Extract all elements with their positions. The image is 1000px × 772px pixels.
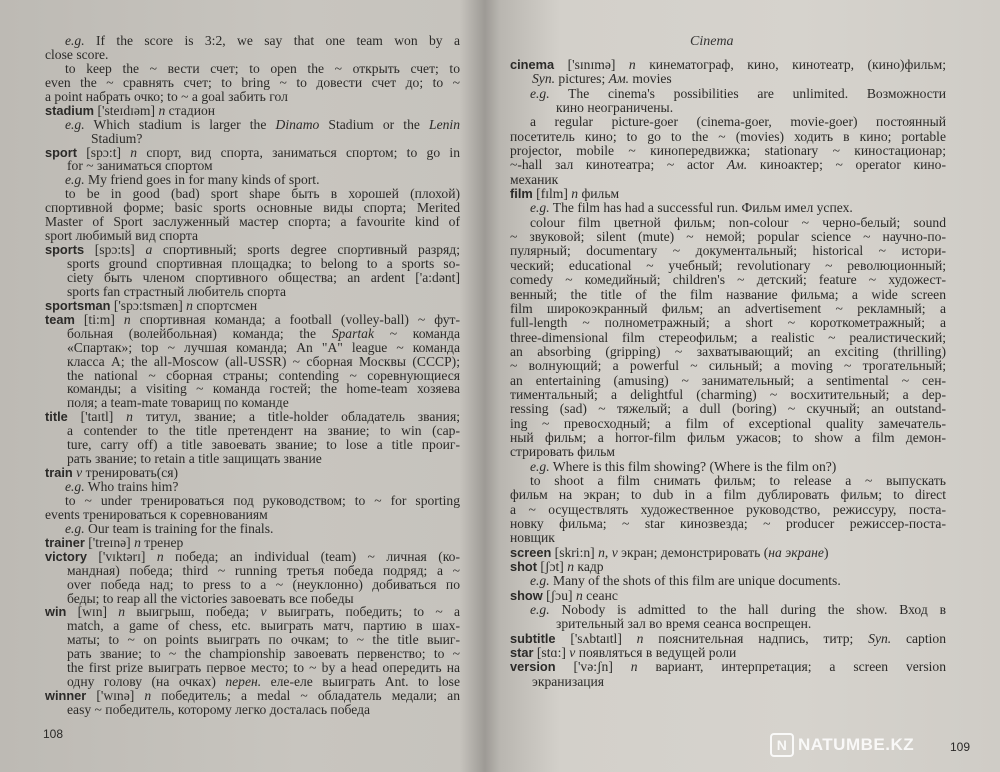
text: ['vɪktərɪ] — [86, 548, 157, 564]
text: сеанс — [582, 587, 618, 603]
text: Stadium? — [91, 130, 143, 146]
headword: stadium — [45, 102, 95, 118]
text: спортивная команда; a football (volley-ball) ~ фут- — [130, 311, 460, 327]
text: pictures; — [555, 71, 609, 87]
text: ['spɔ:tsmæn] — [110, 297, 187, 313]
entry-text-line — [510, 331, 946, 345]
entry-headword-line — [45, 313, 460, 327]
headword: show — [510, 587, 543, 603]
page-number-right: 109 — [950, 740, 971, 754]
italic-text: n — [134, 534, 141, 550]
italic-text: v — [260, 604, 267, 620]
entry-headword-line — [510, 632, 946, 646]
text: [skri:n] — [551, 544, 599, 560]
entry-text-line — [510, 345, 946, 359]
text: full-length ~ полнометражный; a short ~ короткометражный; a — [510, 315, 946, 331]
text: Nobody is admitted to the hall during the show. Вход в — [549, 602, 946, 618]
italic-text: e.g. — [65, 33, 85, 48]
entry-text-line — [45, 508, 460, 522]
italic-text: Spartak — [331, 325, 374, 341]
entry-text-line — [45, 229, 460, 243]
text: Who trains him? — [84, 479, 179, 494]
text: My friend goes in for many kinds of sport. — [84, 172, 320, 188]
entry-text-line — [510, 675, 946, 689]
page-number-left: 108 — [43, 727, 64, 741]
entry-text-line — [510, 574, 946, 588]
italic-text: e.g. — [65, 520, 85, 536]
headword: subtitle — [510, 630, 556, 646]
headword: winner — [45, 688, 87, 704]
italic-text: n — [144, 688, 152, 704]
entry-text-line — [510, 158, 946, 172]
entry-text-line — [510, 259, 946, 273]
text: команды; a visiting ~ команда гостей; the home-team хозяева — [67, 381, 460, 397]
text: спорт, вид спорта, заниматься спортом; to go in — [137, 144, 460, 160]
text: Where is this film showing? (Where is the film on?) — [549, 458, 837, 474]
entry-text-line — [510, 374, 946, 388]
text: пулярный; documentary ~ документальный; historical ~ истори- — [510, 243, 946, 259]
entry-text-line — [510, 72, 946, 86]
entry-text-line — [510, 431, 946, 445]
text: [spɔ:t] — [77, 144, 131, 160]
entry-text-line — [45, 480, 460, 494]
entry-text-line — [510, 273, 946, 287]
text: ) — [823, 544, 829, 560]
entry-text-line — [510, 460, 946, 474]
text: close score. — [45, 46, 109, 62]
text: an entertaining (amusing) ~ занимательный; a sentimental ~ сен- — [510, 372, 946, 388]
entry-text-line — [45, 424, 460, 438]
entry-text-line — [45, 271, 460, 285]
text: ['sʌbtaɪtl] — [555, 630, 637, 646]
headword: trainer — [45, 534, 85, 550]
text: an absorbing (gripping) ~ захватывающий; an exciting (thrilling) — [510, 343, 946, 359]
entry-text-line — [45, 675, 460, 689]
text: поля; a team-mate товарищ по команде — [67, 395, 289, 411]
italic-text: Dinamo — [275, 116, 320, 132]
text: [ʃɔu] — [542, 587, 576, 603]
text: рать звание; to retain a title защищать звание — [67, 451, 322, 467]
text: ing ~ превосходный; a film of exceptional quality замечатель- — [510, 415, 946, 431]
text: [spɔ:ts] — [84, 242, 146, 258]
entry-headword-line — [45, 536, 460, 550]
text: movies — [629, 71, 672, 87]
italic-text: e.g. — [65, 116, 85, 132]
watermark-text: NATUMBE.KZ — [798, 735, 915, 754]
text: easy ~ победитель, которому легко досталась победа — [67, 702, 371, 717]
entry-text-line — [510, 603, 946, 617]
text: to keep the ~ вести счет; to open the ~ открыть счет; to — [65, 60, 460, 76]
entry-text-line — [510, 173, 946, 187]
text: sport любимый вид спорта — [45, 228, 198, 244]
text: [ti:m] — [74, 311, 124, 327]
text: the first prize выиграть первое место; to ~ by a head опередить на — [67, 660, 460, 676]
italic-text: n — [567, 559, 575, 575]
text: to be in good (bad) sport shape быть в хорошей (плохой) — [65, 186, 460, 202]
entry-text-line — [45, 633, 460, 647]
text: титул, звание; a title-holder обладатель звания; — [132, 409, 460, 425]
italic-text: v — [76, 465, 83, 481]
entry-text-line — [45, 396, 460, 410]
italic-text: e.g. — [530, 573, 550, 589]
text: стрировать фильм — [510, 444, 615, 460]
entry-text-line — [45, 341, 460, 355]
text: победа; an individual (team) ~ личная (ко- — [163, 548, 460, 564]
italic-text: Syn. — [532, 71, 556, 87]
text: colour film цветной фильм; non-colour ~ черно-белый; sound — [530, 214, 946, 230]
text: класса A; the all-Moscow (all-USSR) ~ сборная Москвы (СССР); — [67, 353, 460, 369]
text: [wɪn] — [66, 604, 119, 620]
entry-text-line — [45, 452, 460, 466]
entry-text-line — [510, 617, 946, 631]
italic-text: n — [630, 659, 638, 675]
entry-text-line — [45, 215, 460, 229]
watermark-logo-icon: N — [770, 733, 794, 757]
text: вариант, интерпретация; a screen version — [637, 659, 946, 675]
entry-headword-line — [510, 58, 946, 72]
entry-headword-line — [45, 550, 460, 564]
entry-text-line — [510, 87, 946, 101]
headword: cinema — [510, 57, 555, 72]
text: кадр — [574, 559, 604, 575]
entry-text-line — [45, 619, 460, 633]
text: механик — [510, 171, 559, 187]
italic-text: n — [123, 311, 131, 327]
entry-text-line — [45, 327, 460, 341]
text: появляться в ведущей роли — [575, 645, 737, 661]
text: ture, carry off) a title завоевать звание; to lose a title проиг- — [67, 437, 460, 453]
italic-text: n — [575, 587, 583, 603]
text: ~ волнующий; a powerful ~ сильный; a moving ~ трогательный; — [510, 358, 946, 374]
text: спортивной форме; basic sports основные виды спорта; Merited — [45, 200, 460, 216]
entry-headword-line — [45, 243, 460, 257]
text: посетитель кино; to go to the ~ (movies) ходить в кино; portable — [510, 128, 946, 144]
text: ['steɪdɪəm] — [94, 102, 159, 118]
text: sports ground спортивная площадка; to belong to a sports so- — [67, 256, 460, 271]
italic-text: v — [611, 544, 618, 560]
italic-text: e.g. — [530, 200, 550, 216]
entry-text-line — [45, 578, 460, 592]
entry-headword-line — [45, 605, 460, 619]
italic-text: n — [156, 548, 164, 564]
entry-text-line — [45, 118, 460, 132]
entry-text-line — [45, 592, 460, 606]
italic-text: n — [571, 186, 579, 202]
entry-text-line — [45, 34, 460, 48]
text: Master of Sport заслуженный мастер спорта; a favourite kind of — [45, 214, 460, 230]
entry-text-line — [510, 388, 946, 402]
text: выиграть, победить; to ~ a — [266, 604, 460, 620]
entry-text-line — [510, 445, 946, 459]
entry-text-line — [510, 302, 946, 316]
italic-text: Lenin — [429, 116, 460, 132]
text: рать звание; to ~ the championship завоевать первенство; to ~ — [67, 646, 460, 662]
italic-text: n — [126, 409, 133, 425]
entry-text-line — [510, 201, 946, 215]
entry-text-line — [510, 316, 946, 330]
text: ['sɪnɪmə] — [554, 57, 629, 72]
watermark — [770, 733, 914, 757]
entry-text-line — [510, 216, 946, 230]
entry-text-line — [510, 115, 946, 129]
text: events тренироваться к соревнованиям — [45, 506, 268, 522]
left-page-text — [45, 34, 460, 717]
entry-text-line — [45, 132, 460, 146]
italic-text: e.g. — [65, 172, 85, 188]
text: маты; to ~ on points выиграть по очкам; to ~ the title выиг- — [67, 632, 460, 648]
entry-text-line — [510, 402, 946, 416]
entry-text-line — [45, 703, 460, 717]
text: фильм на экран; to dub in a film дублировать фильм; to direct — [510, 487, 946, 503]
italic-text: n — [628, 57, 636, 72]
entry-headword-line — [45, 410, 460, 424]
text: спортивный; sports degree спортивный разряд; — [152, 242, 460, 258]
text: Many of the shots of this film are unique documents. — [549, 573, 841, 589]
headword: version — [510, 659, 556, 675]
text: The film has had a successful run. Фильм имел успех. — [549, 200, 853, 216]
text: ~-hall зал кинотеатра; ~ actor — [510, 157, 727, 173]
italic-text: v — [569, 645, 576, 661]
entry-text-line — [510, 144, 946, 158]
entry-text-line — [45, 62, 460, 76]
entry-text-line — [510, 488, 946, 502]
entry-headword-line — [510, 187, 946, 201]
entry-headword-line — [45, 689, 460, 703]
entry-text-line — [510, 244, 946, 258]
entry-text-line — [45, 564, 460, 578]
right-page-text — [510, 58, 946, 689]
text: for ~ заниматься спортом — [67, 158, 213, 174]
text: even the ~ сравнять счет; to bring ~ to довести счет до; to ~ — [45, 74, 460, 90]
entry-headword-line — [510, 589, 946, 603]
text: to ~ under тренироваться под руководством; to ~ for sporting — [65, 492, 460, 508]
italic-text: n — [158, 102, 166, 118]
running-head: Cinema — [690, 34, 734, 49]
text: match, a game of chess, etc. выиграть матч, партию в шах- — [67, 618, 460, 634]
italic-text: e.g. — [65, 479, 85, 494]
italic-text: n — [130, 144, 138, 160]
entry-text-line — [45, 173, 460, 187]
headword: victory — [45, 548, 87, 564]
headword: film — [510, 186, 533, 202]
text: ['treɪnə] — [84, 534, 135, 550]
entry-text-line — [510, 359, 946, 373]
entry-text-line — [510, 503, 946, 517]
entry-text-line — [45, 494, 460, 508]
headword: win — [45, 604, 67, 620]
text: ciety быть членом спортивного общества; an ardent ['a:dənt] — [67, 269, 460, 285]
text: comedy ~ комедийный; children's ~ детский; feature ~ художест- — [510, 272, 946, 288]
italic-text: Ам. — [726, 157, 748, 173]
text: to shoot a film снимать фильм; to release a ~ выпускать — [530, 472, 946, 488]
text: стадион — [165, 102, 216, 118]
text: ~ команда — [374, 325, 460, 341]
text: победитель; a medal ~ обладатель медали; an — [151, 688, 460, 704]
italic-text: на экране — [768, 544, 824, 560]
text: спортсмен — [192, 297, 258, 313]
text: a contender to the title претендент на звание; to win (cap- — [67, 423, 460, 439]
entry-text-line — [510, 230, 946, 244]
text: ['wɪnə] — [86, 688, 145, 704]
text: Stadium or the — [319, 116, 430, 132]
text: зрительный зал во время сеанса воспрещен. — [556, 616, 812, 632]
text: ~ звуковой; silent (mute) ~ немой; popular science ~ научно-по- — [510, 229, 946, 245]
text: больная (волейбольная) команда; the — [67, 325, 332, 341]
italic-text: n — [118, 604, 126, 620]
text: тренировать(ся) — [82, 465, 179, 481]
text: film широкоэкранный фильм; an advertisement ~ рекламный; a — [510, 300, 946, 316]
entry-text-line — [45, 661, 460, 675]
text: a ~ осуществлять художественное руководство, режиссуру, поста- — [510, 501, 946, 517]
text: The cinema's possibilities are unlimited. Возможности — [549, 85, 946, 101]
italic-text: n — [636, 630, 644, 646]
italic-text: e.g. — [530, 458, 550, 474]
entry-headword-line — [45, 299, 460, 313]
text: выигрыш, победа; — [125, 604, 261, 620]
italic-text: перен. — [225, 674, 262, 690]
entry-text-line — [510, 531, 946, 545]
entry-text-line — [510, 474, 946, 488]
text: кино неограничены. — [556, 100, 674, 116]
text: ный фильм; a horror-film фильм ужасов; to show a film демон- — [510, 429, 946, 445]
headword: star — [510, 645, 534, 661]
text: пояснительная надпись, титр; — [643, 630, 869, 646]
text: тренер — [140, 534, 184, 550]
italic-text: a — [145, 242, 153, 258]
text: ческий; educational ~ учебный; revolutionary ~ революционный; — [510, 257, 946, 273]
text: ['taɪtl] — [67, 409, 127, 425]
headword: train — [45, 465, 73, 481]
text: [stɑ:] — [533, 645, 570, 661]
entry-text-line — [45, 76, 460, 90]
text: Our team is training for the finals. — [84, 520, 274, 536]
text: , — [604, 544, 612, 560]
text: экранизация — [532, 673, 605, 689]
text: projector, mobile ~ кинопередвижка; stationary ~ киностационар; — [510, 143, 946, 159]
entry-text-line — [45, 187, 460, 201]
text: caption — [891, 630, 946, 646]
entry-text-line — [45, 438, 460, 452]
text: [ʃɔt] — [537, 559, 568, 575]
text: фильм — [578, 186, 620, 202]
text: Which stadium is larger the — [84, 116, 276, 132]
headword: sport — [45, 144, 77, 160]
entry-text-line — [45, 48, 460, 62]
entry-headword-line — [45, 146, 460, 160]
entry-text-line — [45, 355, 460, 369]
entry-text-line — [45, 382, 460, 396]
entry-headword-line — [510, 660, 946, 674]
text: мандная) победа; third ~ running третья победа подряд; a ~ — [67, 562, 460, 578]
text: ressing (sad) ~ тяжелый; a dull (boring) ~ скучный; an outstand- — [510, 401, 946, 417]
entry-headword-line — [45, 104, 460, 118]
headword: team — [45, 311, 75, 327]
text: ['və:ʃn] — [555, 659, 631, 675]
text: three-dimensional film стереофильм; a realistic ~ реалистический; — [510, 329, 946, 345]
text: тиментальный; a delightful (charming) ~ восхитительный; a dep- — [510, 386, 946, 402]
entry-headword-line — [510, 546, 946, 560]
entry-text-line — [510, 130, 946, 144]
entry-text-line — [510, 288, 946, 302]
italic-text: e.g. — [530, 602, 550, 618]
entry-text-line — [45, 201, 460, 215]
entry-text-line — [45, 159, 460, 173]
italic-text: n — [186, 297, 193, 313]
text: If the score is 3:2, we say that one team won by a — [84, 33, 460, 48]
italic-text: Ам. — [608, 71, 630, 87]
text: «Спартак»; top ~ лучшая команда; An "A" league ~ команда — [67, 339, 460, 355]
text: sports fan страстный любитель спорта — [67, 283, 287, 299]
text: кинематограф, кино, кинотеатр, (кино)фильм; — [635, 57, 946, 72]
italic-text: Syn. — [868, 630, 892, 646]
entry-text-line — [510, 101, 946, 115]
text: еле-еле выиграть Ant. to lose — [261, 674, 460, 690]
text: киноактер; ~ operator кино- — [747, 157, 946, 173]
text: [fɪlm] — [532, 186, 572, 202]
headword: sports — [45, 242, 85, 258]
italic-text: n — [598, 544, 605, 560]
text: a regular picture-goer (cinema-goer, movie-goer) постоянный — [530, 114, 946, 130]
entry-headword-line — [510, 646, 946, 660]
entry-text-line — [45, 522, 460, 536]
text: over победа над; to press to a ~ (неуклонно) добиваться по — [67, 576, 460, 592]
text: одну голову (на очках) — [67, 674, 226, 690]
text: the national ~ сборная страны; contending ~ соревнующиеся — [67, 367, 460, 383]
headword: title — [45, 409, 68, 425]
entry-headword-line — [45, 466, 460, 480]
italic-text: e.g. — [530, 85, 550, 101]
entry-text-line — [45, 285, 460, 299]
entry-text-line — [510, 517, 946, 531]
text: a point набрать очко; to ~ a goal забить гол — [45, 88, 288, 104]
text: венный; the title of the film название фильма; a wide screen — [510, 286, 946, 302]
entry-text-line — [45, 90, 460, 104]
headword: sportsman — [45, 297, 111, 313]
text: новку фильма; ~ star кинозвезда; ~ producer режиссер-поста- — [510, 516, 946, 531]
headword: shot — [510, 559, 538, 575]
entry-text-line — [45, 257, 460, 271]
entry-text-line — [510, 417, 946, 431]
text: экран; демонстрировать ( — [617, 544, 769, 560]
entry-headword-line — [510, 560, 946, 574]
text: новщик — [510, 530, 555, 546]
entry-text-line — [45, 369, 460, 383]
entry-text-line — [45, 647, 460, 661]
headword: screen — [510, 544, 552, 560]
text: беды; to reap all the victories завоевать все победы — [67, 590, 354, 606]
